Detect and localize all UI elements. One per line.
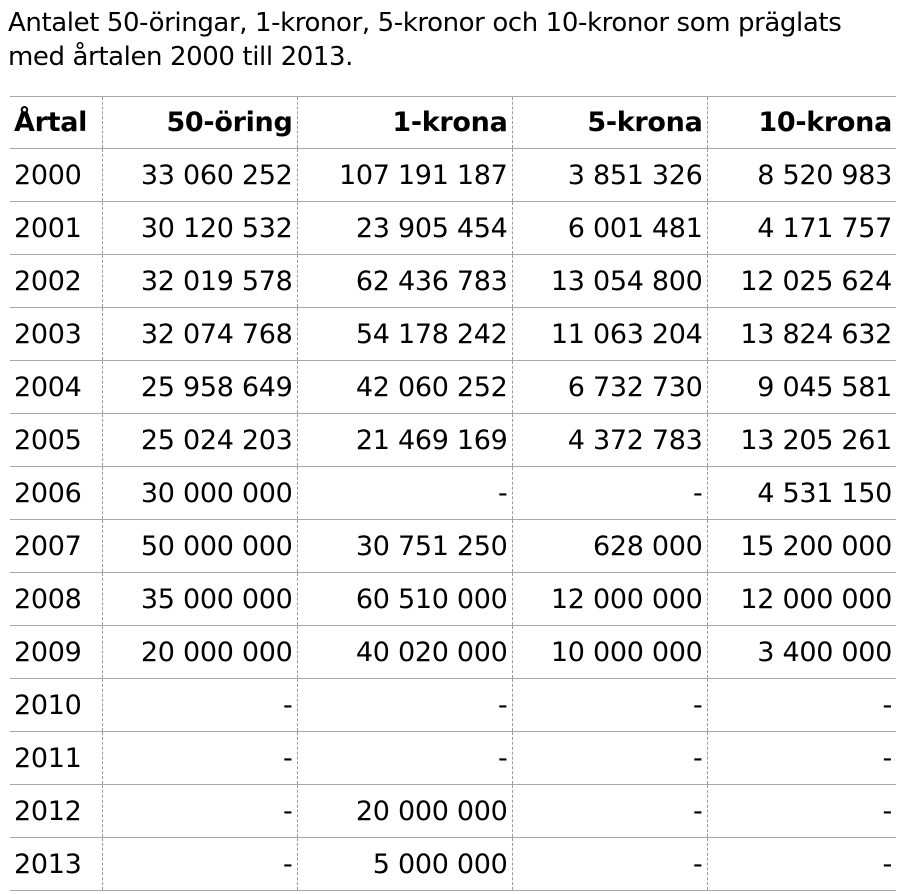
- caption-line-1: Antalet 50-öringar, 1-kronor, 5-kronor och 10-kronor som präglats: [8, 8, 842, 38]
- header-5-krona: 5-krona: [512, 97, 707, 149]
- header-year: Årtal: [10, 97, 102, 149]
- table-row: [10, 202, 896, 255]
- cell-1-krona: -: [297, 467, 512, 520]
- cell-5-krona: 12 000 000: [512, 573, 707, 626]
- cell-50-ore: 20 000 000: [102, 626, 297, 679]
- table-row: [10, 520, 896, 573]
- cell-50-ore: -: [102, 679, 297, 732]
- cell-1-krona: 21 469 169: [297, 414, 512, 467]
- table-caption: [8, 6, 900, 74]
- cell-5-krona: 4 372 783: [512, 414, 707, 467]
- cell-year: 2006: [10, 467, 102, 520]
- cell-5-krona: 11 063 204: [512, 308, 707, 361]
- table-row: [10, 732, 896, 785]
- table-row: [10, 308, 896, 361]
- cell-50-ore: -: [102, 732, 297, 785]
- cell-5-krona: -: [512, 467, 707, 520]
- table-row: [10, 573, 896, 626]
- cell-10-krona: 9 045 581: [707, 361, 896, 414]
- header-10-krona: 10-krona: [707, 97, 896, 149]
- table-header-row: [10, 97, 896, 149]
- cell-1-krona: -: [297, 732, 512, 785]
- cell-5-krona: 6 001 481: [512, 202, 707, 255]
- cell-year: 2005: [10, 414, 102, 467]
- table-row: [10, 414, 896, 467]
- cell-50-ore: 30 000 000: [102, 467, 297, 520]
- table-row: [10, 785, 896, 838]
- table-row: [10, 467, 896, 520]
- cell-year: 2011: [10, 732, 102, 785]
- cell-10-krona: 13 824 632: [707, 308, 896, 361]
- cell-10-krona: 3 400 000: [707, 626, 896, 679]
- cell-1-krona: 107 191 187: [297, 149, 512, 202]
- cell-5-krona: 13 054 800: [512, 255, 707, 308]
- cell-5-krona: 6 732 730: [512, 361, 707, 414]
- cell-year: 2000: [10, 149, 102, 202]
- cell-10-krona: 4 171 757: [707, 202, 896, 255]
- table-row: [10, 149, 896, 202]
- cell-5-krona: -: [512, 679, 707, 732]
- cell-50-ore: -: [102, 838, 297, 891]
- cell-10-krona: -: [707, 679, 896, 732]
- table-row: [10, 626, 896, 679]
- cell-year: 2009: [10, 626, 102, 679]
- cell-50-ore: 32 019 578: [102, 255, 297, 308]
- cell-50-ore: 32 074 768: [102, 308, 297, 361]
- cell-10-krona: -: [707, 838, 896, 891]
- cell-5-krona: 10 000 000: [512, 626, 707, 679]
- cell-50-ore: 25 024 203: [102, 414, 297, 467]
- cell-year: 2003: [10, 308, 102, 361]
- cell-5-krona: -: [512, 838, 707, 891]
- cell-5-krona: -: [512, 732, 707, 785]
- cell-10-krona: -: [707, 732, 896, 785]
- cell-year: 2008: [10, 573, 102, 626]
- cell-1-krona: 42 060 252: [297, 361, 512, 414]
- cell-10-krona: -: [707, 785, 896, 838]
- cell-1-krona: 30 751 250: [297, 520, 512, 573]
- cell-year: 2013: [10, 838, 102, 891]
- cell-year: 2001: [10, 202, 102, 255]
- cell-10-krona: 12 025 624: [707, 255, 896, 308]
- cell-5-krona: -: [512, 785, 707, 838]
- caption-line-2: med årtalen 2000 till 2013.: [8, 42, 353, 72]
- cell-year: 2010: [10, 679, 102, 732]
- cell-5-krona: 3 851 326: [512, 149, 707, 202]
- cell-1-krona: 54 178 242: [297, 308, 512, 361]
- table-row: [10, 679, 896, 732]
- cell-50-ore: 30 120 532: [102, 202, 297, 255]
- cell-year: 2012: [10, 785, 102, 838]
- cell-10-krona: 12 000 000: [707, 573, 896, 626]
- cell-1-krona: -: [297, 679, 512, 732]
- header-1-krona: 1-krona: [297, 97, 512, 149]
- cell-10-krona: 8 520 983: [707, 149, 896, 202]
- cell-year: 2004: [10, 361, 102, 414]
- cell-year: 2007: [10, 520, 102, 573]
- cell-10-krona: 13 205 261: [707, 414, 896, 467]
- cell-1-krona: 23 905 454: [297, 202, 512, 255]
- cell-1-krona: 20 000 000: [297, 785, 512, 838]
- cell-50-ore: 33 060 252: [102, 149, 297, 202]
- cell-1-krona: 5 000 000: [297, 838, 512, 891]
- header-50-ore: 50-öring: [102, 97, 297, 149]
- cell-10-krona: 15 200 000: [707, 520, 896, 573]
- coin-mintage-table: [10, 96, 896, 891]
- table-row: [10, 838, 896, 891]
- cell-1-krona: 62 436 783: [297, 255, 512, 308]
- cell-50-ore: 35 000 000: [102, 573, 297, 626]
- cell-1-krona: 60 510 000: [297, 573, 512, 626]
- table-row: [10, 255, 896, 308]
- cell-10-krona: 4 531 150: [707, 467, 896, 520]
- cell-50-ore: 25 958 649: [102, 361, 297, 414]
- cell-1-krona: 40 020 000: [297, 626, 512, 679]
- table-row: [10, 361, 896, 414]
- table-body: [10, 149, 896, 891]
- cell-50-ore: -: [102, 785, 297, 838]
- cell-year: 2002: [10, 255, 102, 308]
- cell-5-krona: 628 000: [512, 520, 707, 573]
- cell-50-ore: 50 000 000: [102, 520, 297, 573]
